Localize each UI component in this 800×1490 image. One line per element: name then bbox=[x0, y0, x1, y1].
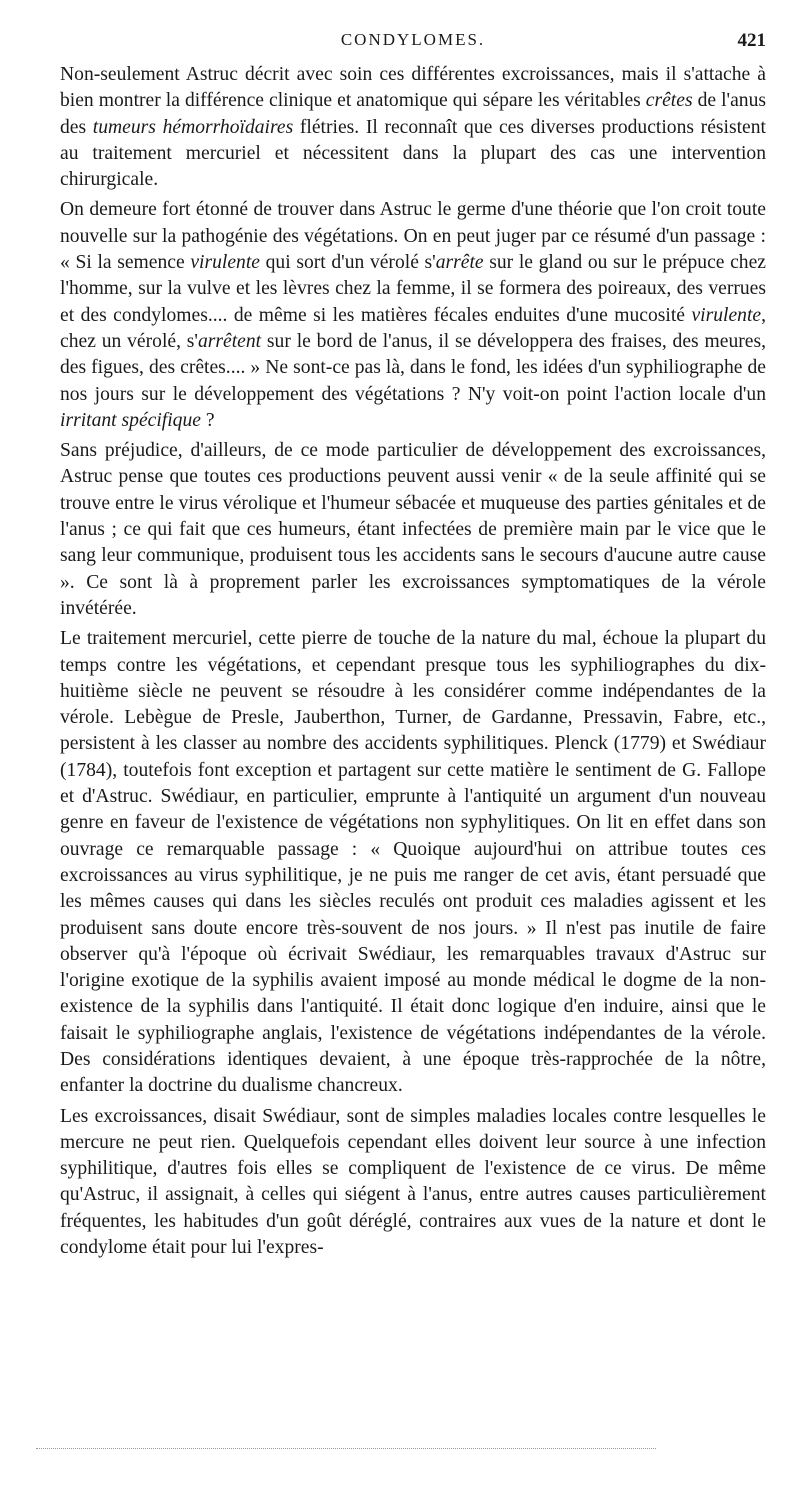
italic-run: virulente bbox=[691, 304, 762, 326]
paragraph: Non-seulement Astruc décrit avec soin ces différentes excroissances, mais il s'attache à bien montrer la différence clinique et anatomique qui sépare les véritables crêtes de l'anus des tumeurs hémorrhoïdaires flétries. Il reconnaît que ces diverses productions résistent au traitement mercuriel et nécessitent dans la plupart des cas une intervention chirurgicale. bbox=[60, 64, 766, 191]
italic-run: tumeurs hémorrhoïdaires bbox=[92, 116, 294, 138]
page-header bbox=[60, 30, 766, 56]
paragraph: Les excroissances, disait Swédiaur, sont de simples maladies locales contre lesquelles le mercure ne peut rien. Quelquefois cependant elles doivent leur source à une infection syphilitique, d'autres fois elles se compliquent de l'existence de ce virus. De même qu'Astruc, il assignait, à celles qui siégent à l'anus, entre autres causes particulièrement fréquentes, les habitudes d'un goût déréglé, contraires aux vues de la nature et dont le condylome était pour lui l'expres- bbox=[60, 1105, 766, 1259]
italic-run: arrêtent bbox=[197, 330, 262, 352]
italic-run: irritant spécifique bbox=[60, 409, 201, 431]
italic-run: crêtes bbox=[645, 90, 693, 112]
italic-run: virulente bbox=[190, 252, 260, 274]
paragraph: Sans préjudice, d'ailleurs, de ce mode particulier de développement des excroissances, Astruc pense que toutes ces productions peuvent aussi venir « de la seule affinité qui se trouve entre le virus vérolique et l'humeur sébacée et muqueuse des parties génitales et de l'anus ; ce qui fait que ces humeurs, étant infectées de première main par le vice que le sang leur communique, produisent tous les accidents sans le secours d'aucune autre cause ». Ce sont là à proprement parler les excroissances symptomatiques de la vérole invétérée. bbox=[60, 440, 766, 619]
page-number: 421 bbox=[737, 30, 766, 51]
paragraph: Le traitement mercuriel, cette pierre de touche de la nature du mal, échoue la plupart du temps contre les végétations, et cependant presque tous les syphiliographes du dix-huitième siècle ne peuvent se résoudre à les considérer comme indépendantes de la vérole. Lebègue de Presle, Jauberthon, Turner, de Gardanne, Pressavin, Fabre, etc., persistent à les classer au nombre des accidents syphilitiques. Plenck (1779) et Swédiaur (1784), toutefois font exception et partagent sur cette matière le sentiment de G. Fallope et d'Astruc. Swédiaur, en particulier, emprunte à l'antiquité un argument d'un nouveau genre en faveur de l'existence de végétations non syphylitiques. On lit en effet dans son ouvrage ce remarquable passage : « Quoique aujourd'hui on attribue toutes ces excroissances au virus syphilitique, je ne puis me ranger de cet avis, étant persuadé que les mêmes causes qui dans les siècles reculés ont produit ces maladies agissent et les produisent sans doute encore très-souvent de nos jours. » Il n'est pas inutile de faire observer qu'à l'époque où écrivait Swédiaur, les remarquables travaux d'Astruc sur l'origine exotique de la syphilis avaient imposé au monde médical le dogme de la non-existence de la syphilis dans l'antiquité. Il était donc logique d'en induire, ainsi que le faisait le syphiliographe anglais, l'existence de végétations indépendantes de la vérole. Des considérations identiques devaient, à une époque très-rapprochée de la nôtre, enfanter la doctrine du dualisme chancreux. bbox=[60, 628, 766, 1097]
body-text bbox=[60, 62, 766, 1265]
running-title: CONDYLOMES. bbox=[340, 30, 486, 49]
paragraph: On demeure fort étonné de trouver dans Astruc le germe d'une théorie que l'on croit toute nouvelle sur la pathogénie des végétations. On en peut juger par ce résumé d'un passage : « Si la semence virulente qui sort d'un vérolé s'arrête sur le gland ou sur le prépuce chez l'homme, sur la vulve et les lèvres chez la femme, il se formera des poireaux, des verrues et des condylomes.... de même si les matières fécales enduites d'une mucosité virulente, chez un vérolé, s'arrêtent sur le bord de l'anus, il se développera des fraises, des meures, des figues, des crêtes.... » Ne sont-ce pas là, dans le fond, les idées d'un syphiliographe de nos jours sur le développement des végétations ? N'y voit-on point l'action locale d'un irritant spécifique ? bbox=[60, 199, 766, 431]
footer-dotted-rule bbox=[36, 1448, 656, 1449]
italic-run: arrête bbox=[435, 252, 484, 274]
